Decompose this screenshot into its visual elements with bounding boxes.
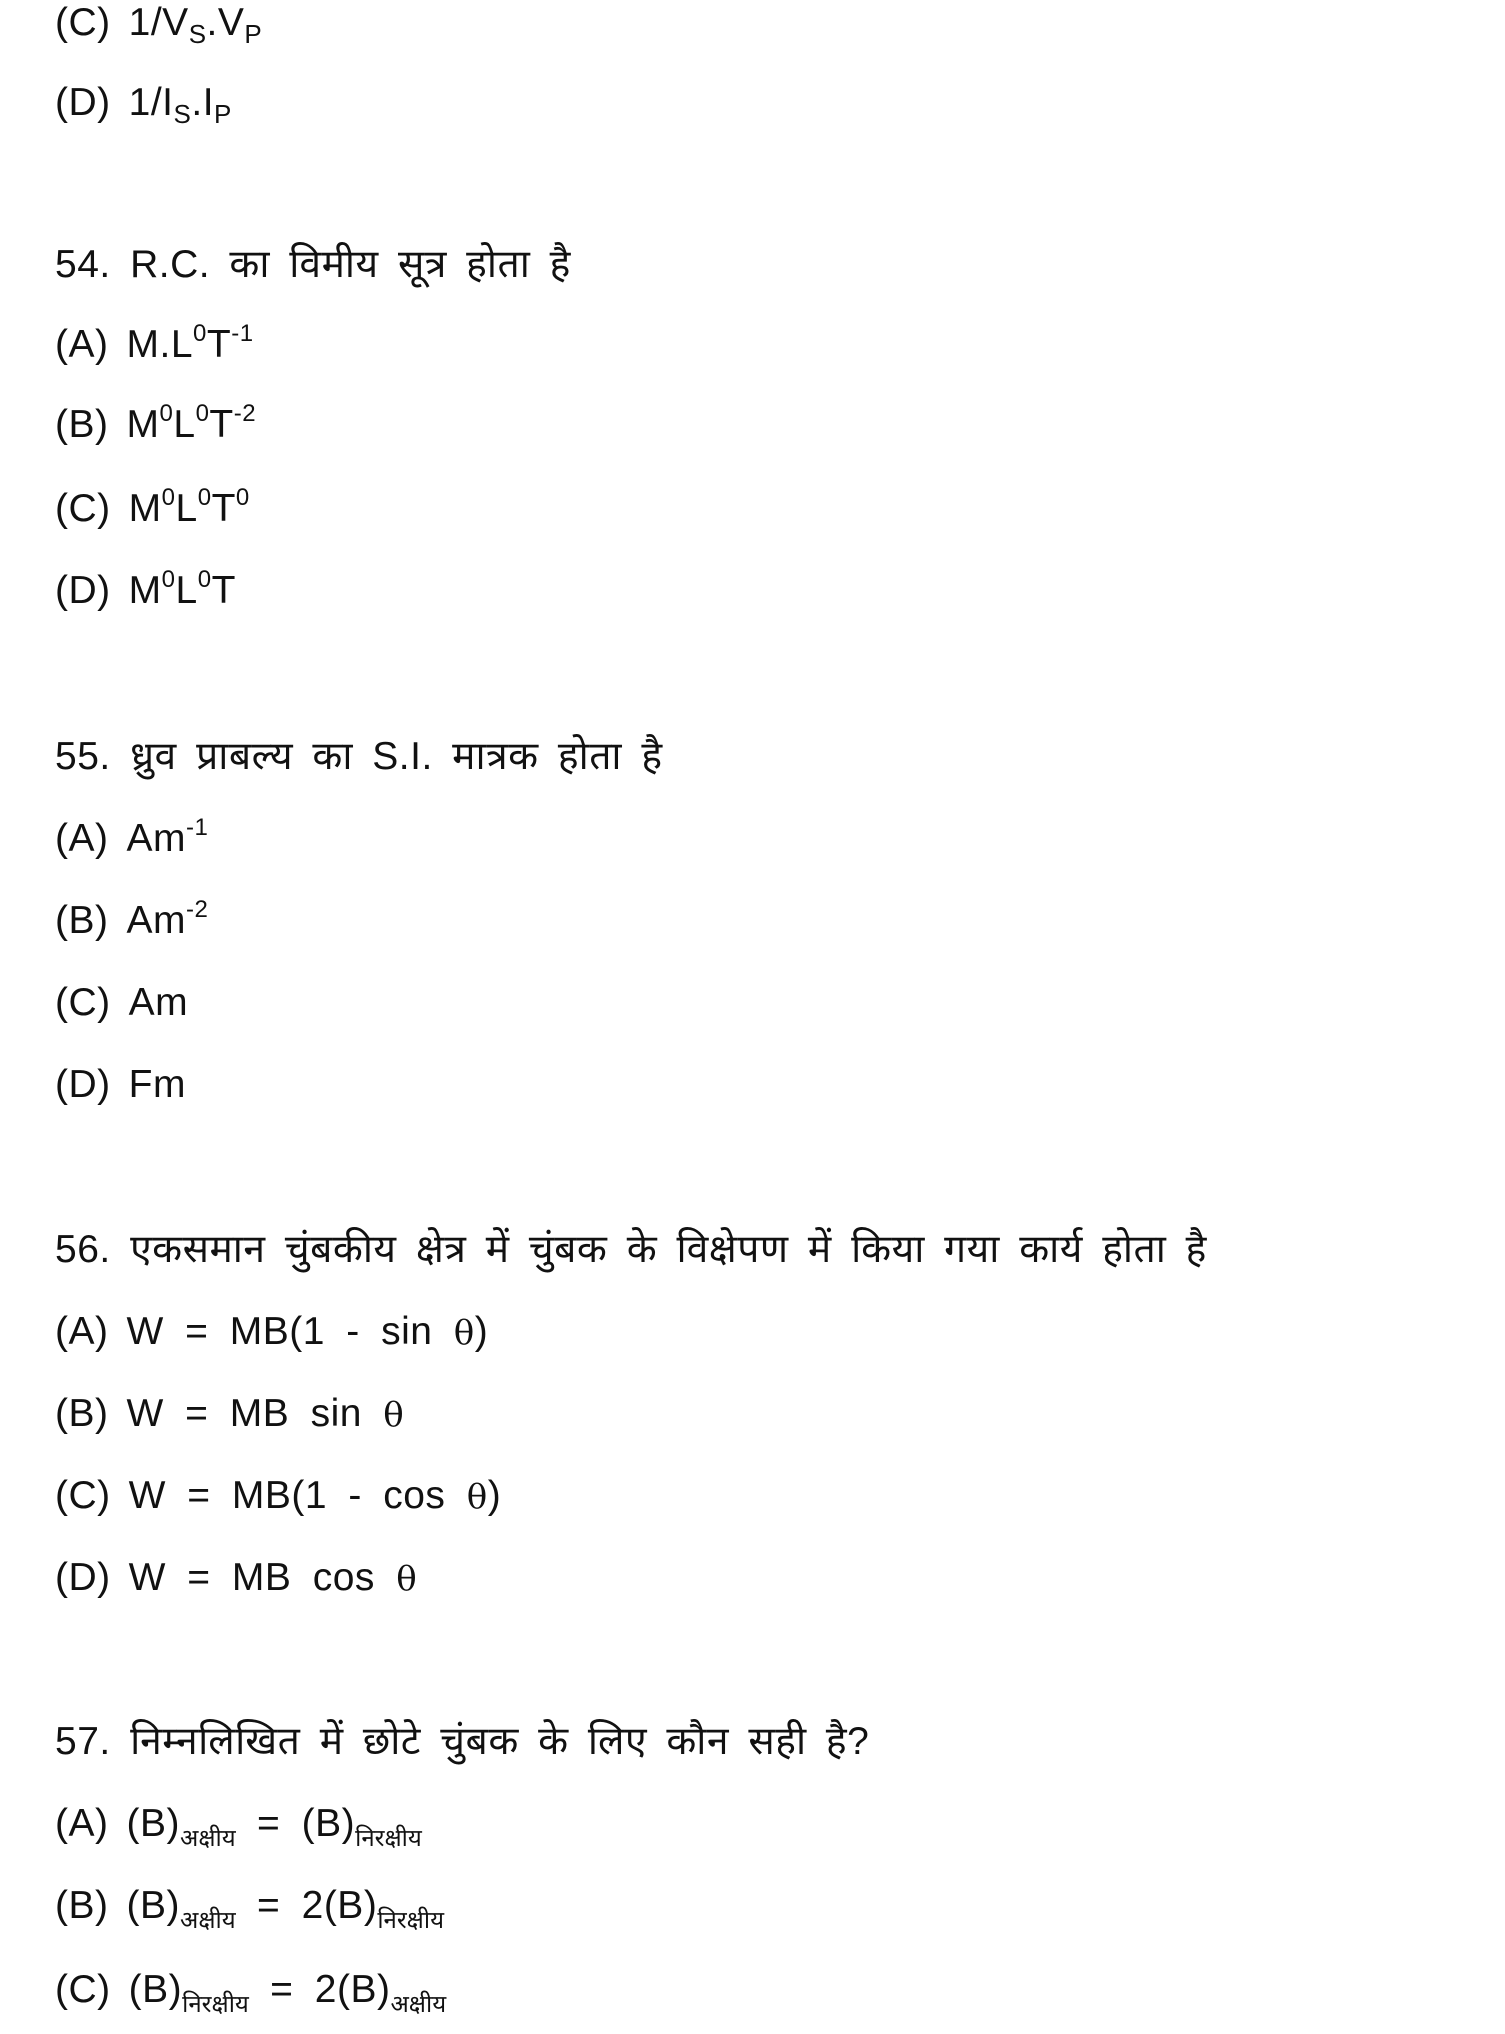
question-56-option-d bbox=[55, 1553, 417, 1603]
question-54-title bbox=[55, 240, 571, 290]
option-label: (A) bbox=[55, 817, 109, 860]
question-text: एकसमान चुंबकीय क्षेत्र में चुंबक के विक्षेपण में किया गया कार्य होता है bbox=[130, 1228, 1207, 1271]
option-text: W = MB cos θ bbox=[128, 1556, 418, 1599]
option-label: (D) bbox=[55, 569, 111, 612]
option-text: $(B)_{अक्षीय} = 2(B)_{निरक्षीय}$ bbox=[126, 1884, 445, 1934]
option-label: (C) bbox=[55, 981, 111, 1024]
question-56-option-a bbox=[55, 1307, 488, 1357]
question-54-option-b bbox=[55, 400, 256, 450]
question-55-option-b bbox=[55, 896, 208, 946]
option-text: W = MB(1 - sin θ) bbox=[126, 1310, 489, 1353]
option-text: $(B)_{अक्षीय} = (B)_{निरक्षीय}$ bbox=[126, 1802, 422, 1852]
option-text: $1/I_S.I_P$ bbox=[128, 81, 232, 129]
question-number: 55. bbox=[55, 735, 111, 778]
option-label: (B) bbox=[55, 899, 109, 942]
option-label: (A) bbox=[55, 1310, 109, 1353]
option-text: Fm bbox=[128, 1063, 186, 1106]
question-text: R.C. का विमीय सूत्र होता है bbox=[130, 243, 571, 286]
option-label: (D) bbox=[55, 1063, 111, 1106]
option-label: (C) bbox=[55, 1474, 111, 1517]
option-label: (B) bbox=[55, 403, 109, 446]
question-54-option-a bbox=[55, 320, 254, 370]
question-55-option-d bbox=[55, 1060, 186, 1110]
question-text: निम्नलिखित में छोटे चुंबक के लिए कौन सही है? bbox=[130, 1720, 870, 1763]
option-label: (C) bbox=[55, 487, 111, 530]
theta-symbol: θ bbox=[453, 1313, 475, 1353]
theta-symbol: θ bbox=[383, 1395, 405, 1435]
prev-question-option-c bbox=[55, 0, 262, 48]
option-label: (C) bbox=[55, 1, 111, 44]
option-text: $M^0L^0T$ bbox=[128, 566, 236, 612]
option-text: Am bbox=[128, 981, 189, 1024]
option-text: $Am^{-1}$ bbox=[126, 814, 209, 860]
question-55-option-c bbox=[55, 978, 188, 1028]
question-54-option-d bbox=[55, 566, 236, 616]
question-57-option-a bbox=[55, 1799, 422, 1852]
option-text: $(B)_{निरक्षीय} = 2(B)_{अक्षीय}$ bbox=[128, 1968, 447, 2018]
question-55-option-a bbox=[55, 814, 208, 864]
option-label: (B) bbox=[55, 1884, 109, 1927]
option-label: (D) bbox=[55, 81, 111, 124]
option-label: (C) bbox=[55, 1968, 111, 2011]
question-56-option-c bbox=[55, 1471, 501, 1521]
question-55-title bbox=[55, 732, 663, 782]
question-57-option-c bbox=[55, 1965, 447, 2018]
question-54-option-c bbox=[55, 484, 250, 534]
theta-symbol: θ bbox=[466, 1477, 488, 1517]
question-56-title bbox=[55, 1225, 1207, 1275]
option-text: W = MB sin θ bbox=[126, 1392, 405, 1435]
question-57-option-b bbox=[55, 1881, 445, 1934]
option-text: W = MB(1 - cos θ) bbox=[128, 1474, 502, 1517]
option-label: (D) bbox=[55, 1556, 111, 1599]
question-56-option-b bbox=[55, 1389, 404, 1439]
option-label: (B) bbox=[55, 1392, 109, 1435]
theta-symbol: θ bbox=[396, 1559, 418, 1599]
option-text: $Am^{-2}$ bbox=[126, 896, 209, 942]
option-text: $M^0L^0T^{-2}$ bbox=[126, 400, 257, 446]
prev-question-option-d bbox=[55, 78, 232, 128]
option-label: (A) bbox=[55, 1802, 109, 1845]
option-text: $M^0L^0T^0$ bbox=[128, 484, 250, 530]
question-number: 57. bbox=[55, 1720, 111, 1763]
option-text: $M.L^0T^{-1}$ bbox=[126, 320, 254, 366]
question-57-title bbox=[55, 1717, 869, 1767]
question-number: 54. bbox=[55, 243, 111, 286]
question-number: 56. bbox=[55, 1228, 111, 1271]
question-text: ध्रुव प्राबल्य का S.I. मात्रक होता है bbox=[130, 735, 663, 778]
option-label: (A) bbox=[55, 323, 109, 366]
option-text: $1/V_S.V_P$ bbox=[128, 1, 263, 49]
